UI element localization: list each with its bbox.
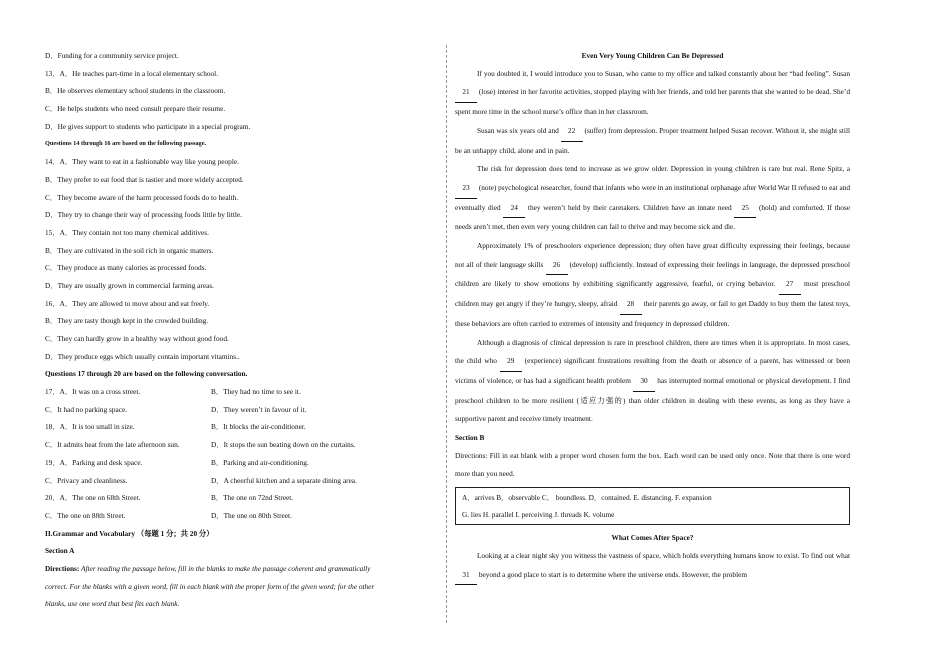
right-column <box>455 47 850 585</box>
directions-label: Directions: <box>45 563 80 573</box>
option-right: B．It blocks the air-conditioner. <box>211 422 306 432</box>
directions-line <box>45 560 440 578</box>
option-right: D．A cheerful kitchen and a separate dining area. <box>211 475 357 485</box>
question-option: 14．A．They want to eat in a fashionable way like young people. <box>45 157 239 167</box>
passage-title-2: What Comes After Space? <box>611 533 694 543</box>
blank-26[interactable]: 26 <box>546 256 568 276</box>
passage-paragraph: Approximately 1% of preschoolers experience depression; they often have great difficulty expressing their feelings, because not all of their language skills 26 (develop) sufficiently. Instead of expressing their feelings in language, the depressed preschool children are likely to show emotions by exhibiting significantly aggressive, fearful, or crying behavior. 27 most preschool children may get angry if they’re hungry, sleepy, afraid 28 their parents go away, or fail to get Daddy to buy them the latest toys, these behaviors are often carried to extremes of intensity and frequency in depressed children. <box>455 241 850 328</box>
option-left: C．It admits heat from the late afternoon sun. <box>45 440 180 450</box>
word-bank-row: G. lies H. parallel I. perceiving J. threads K. volume <box>462 510 615 520</box>
section-b-heading: Section B <box>455 433 485 443</box>
option-left: C．The one on 88th Street. <box>45 510 126 520</box>
word-bank-row: A．arrives B．observable C． boundless. D．contained. E. distancing. F. expansion <box>462 493 712 503</box>
left-column <box>45 47 440 613</box>
question-option-row <box>45 454 440 472</box>
option-left: C．Privacy and cleanliness. <box>45 475 128 485</box>
option-right: D．They weren’t in favour of it. <box>211 404 307 414</box>
passage-paragraph: The risk for depression does tend to increase as we grow older. Depression in young children is rare but real. Rene Spitz, a 23 (note) psychological researcher, found that infants who were in an institutional orphanage after World War II refused to eat and eventually died 24 they weren’t held by their caretakers. Children have an innate need 25 (hold) and comforted. If those needs aren’t met, then even very young children can fail to thrive and may become sick and die. <box>455 164 851 232</box>
question-option-row <box>45 401 440 419</box>
question-option: C．They become aware of the harm processed foods do to health. <box>45 192 239 202</box>
question-option-row <box>45 489 440 507</box>
question-option: 16．A．They are allowed to move about and eat freely. <box>45 298 210 308</box>
question-option: D．He gives support to students who participate in a special program. <box>45 121 251 131</box>
passage-paragraph: If you doubted it, I would introduce you to Susan, who came to my office and talked constantly about her “bad feeling”. Susan 21 (lose) interest in her favorite activities, stopped playing with her friends, and told her parents that she wanted to be dead. She’d spent more time in the school nurse’s office than in her classroom. <box>455 68 850 117</box>
passage-paragraph: Although a diagnosis of clinical depression is rare in preschool children, there are times when it is appropriate. In most cases, the child who 29 (experience) significant frustrations resulting from the death or absence of a parent, has witnessed or been victims of violence, or has had a significant health problem 30 has interrupted normal emotional or physical development. I find preschool children to be more resilient (适应力强的) than older children in dealing with these events, as long as they have a supportive parent and receive timely treatment. <box>455 337 851 424</box>
option-left: 17．A．It was on a cross street. <box>45 387 141 397</box>
option-right: D．The one on 80th Street. <box>211 510 292 520</box>
question-option-row <box>45 507 440 525</box>
blank-23[interactable]: 23 <box>455 179 477 199</box>
questions-14-16-header: Questions 14 through 16 are based on the following passage. <box>45 140 207 148</box>
blank-28[interactable]: 28 <box>620 295 642 315</box>
option-left: 19．A．Parking and desk space. <box>45 457 143 467</box>
section-a-heading: Section A <box>45 546 75 556</box>
grammar-section-header: II.Grammar and Vocabulary （每题 1 分；共 20 分） <box>45 528 214 538</box>
directions-line: correct. For the blanks with a given word, fill in each blank with the proper form of the given word; for the other <box>45 581 375 591</box>
question-option: B．They are cultivated in the soil rich in organic matters. <box>45 245 214 255</box>
blank-30[interactable]: 30 <box>633 372 655 392</box>
question-option: C．They can hardly grow in a healthy way without good food. <box>45 334 229 343</box>
question-option: D．They produce eggs which usually contain important vitamins.. <box>45 351 240 361</box>
question-option-row <box>45 436 440 454</box>
option-right: D．It stops the sun beating down on the curtains. <box>211 440 356 450</box>
question-option: D．Funding for a community service project. <box>45 51 179 60</box>
option-left: 20．A．The one on 68th Street. <box>45 493 141 503</box>
directions-text: After reading the passage below, fill in the blanks to make the passage coherent and grammatically <box>79 563 371 573</box>
blank-22[interactable]: 22 <box>561 122 583 142</box>
option-right: B．They had no time to see it. <box>211 387 301 397</box>
blank-21[interactable]: 21 <box>455 83 477 103</box>
passage-paragraph: Susan was six years old and 22 (suffer) from depression. Proper treatment helped Susan recover. Without it, she might still be an unhappy child, alone and in pain. <box>455 122 850 160</box>
option-right: B．The one on 72nd Street. <box>211 493 294 503</box>
blank-31[interactable]: 31 <box>455 566 477 586</box>
question-option: C．He helps students who need consult prepare their resume. <box>45 104 226 114</box>
directions-line: blanks, use one word that best fits each blank. <box>45 599 180 609</box>
word-bank-box <box>455 487 850 525</box>
blank-27[interactable]: 27 <box>779 275 801 295</box>
passage-paragraph: Looking at a clear night sky you witness the vastness of space, which holds everything humans know to exist. To find out what 31 beyond a good place to start is to determine where the universe ends. However, the problem <box>455 547 850 585</box>
question-option: D．They try to change their way of processing foods little by little. <box>45 210 242 220</box>
blank-25[interactable]: 25 <box>734 199 756 219</box>
question-option: C．They produce as many calories as processed foods. <box>45 263 207 273</box>
question-option: B．They prefer to eat food that is tastier and more widely accepted. <box>45 174 244 184</box>
section-b-directions: Directions: Fill in eat blank with a proper word chosen form the box. Each word can be used only once. Note that there is one word more than you need. <box>455 450 850 479</box>
question-option: 13．A．He teaches part-time in a local elementary school. <box>45 68 219 78</box>
blank-29[interactable]: 29 <box>500 352 522 372</box>
question-option: D．They are usually grown in commercial farming areas. <box>45 280 214 290</box>
blank-24[interactable]: 24 <box>503 199 525 219</box>
question-option: 15．A．They contain not too many chemical additives. <box>45 227 209 237</box>
column-divider <box>446 45 447 623</box>
question-option: B．They are tasty though kept in the crowded building. <box>45 316 209 326</box>
question-option-row <box>45 383 440 401</box>
question-option-row <box>45 418 440 436</box>
questions-17-20-header: Questions 17 through 20 are based on the following conversation. <box>45 369 248 379</box>
question-option: B．He observes elementary school students in the classroom. <box>45 86 226 96</box>
option-left: 18．A．It is too small in size. <box>45 422 135 432</box>
option-left: C．It had no parking space. <box>45 404 128 414</box>
option-right: B．Parking and air-conditioning. <box>211 457 309 467</box>
passage-title: Even Very Young Children Can Be Depressed <box>581 51 724 60</box>
question-option-row <box>45 472 440 490</box>
